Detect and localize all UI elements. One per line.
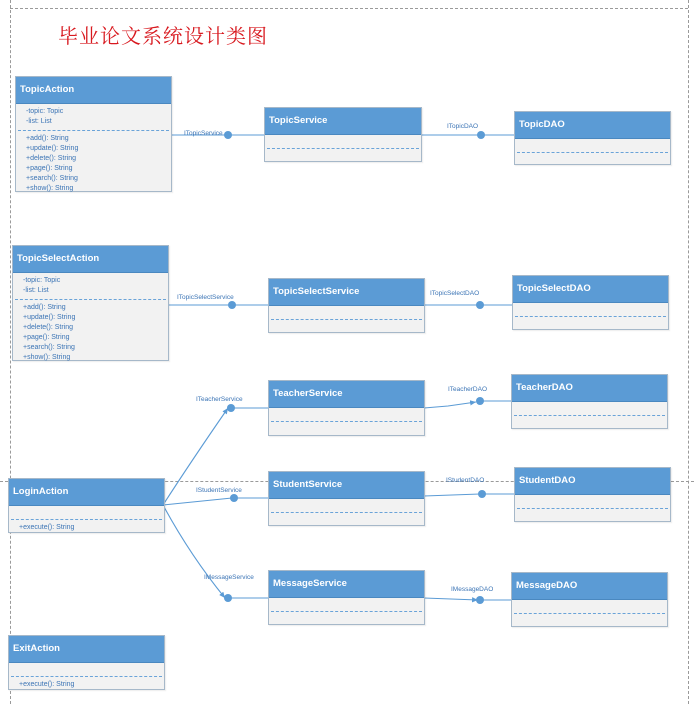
operation: +page(): String bbox=[23, 334, 70, 341]
itopic-service-lollipop bbox=[224, 131, 232, 139]
istudent-service-label: IStudentService bbox=[196, 487, 242, 494]
class-name: TopicDAO bbox=[515, 112, 670, 139]
iteacher-service-lollipop bbox=[227, 404, 235, 412]
istudent-dao-label: IStudentDAO bbox=[446, 477, 485, 484]
class-login-action[interactable] bbox=[8, 478, 165, 533]
compartment-divider bbox=[271, 421, 422, 422]
class-teacher-service[interactable] bbox=[268, 380, 425, 436]
class-name: TeacherService bbox=[269, 381, 424, 408]
class-name: LoginAction bbox=[9, 479, 164, 506]
compartment-divider bbox=[514, 613, 665, 614]
compartment-divider bbox=[18, 130, 169, 131]
compartment-divider bbox=[514, 415, 665, 416]
itopic-service-label: ITopicService bbox=[184, 130, 223, 137]
compartment-divider bbox=[517, 152, 668, 153]
operation: +update(): String bbox=[23, 314, 76, 321]
istudent-service-lollipop bbox=[230, 494, 238, 502]
operation: +delete(): String bbox=[26, 155, 76, 162]
imessage-service-label: IMessageService bbox=[204, 574, 254, 581]
operation: +search(): String bbox=[26, 175, 78, 182]
class-name: TopicAction bbox=[16, 77, 171, 104]
imessage-dao-label: IMessageDAO bbox=[451, 586, 494, 593]
message-service-to-imessage-dao bbox=[424, 598, 478, 600]
itopic-select-dao-lollipop bbox=[476, 301, 484, 309]
teacher-service-to-iteacher-dao bbox=[424, 402, 476, 408]
operation: +show(): String bbox=[23, 354, 71, 361]
class-topic-dao[interactable] bbox=[514, 111, 671, 165]
attribute: -topic: Topic bbox=[23, 277, 61, 284]
compartment-divider bbox=[11, 676, 162, 677]
itopic-dao-label: ITopicDAO bbox=[447, 123, 479, 130]
attribute: -topic: Topic bbox=[26, 108, 64, 115]
operation: +page(): String bbox=[26, 165, 73, 172]
class-student-service[interactable] bbox=[268, 471, 425, 526]
class-topic-select-dao[interactable] bbox=[512, 275, 669, 330]
class-topic-select-service[interactable] bbox=[268, 278, 425, 333]
itopic-select-service-label: ITopicSelectService bbox=[177, 294, 234, 301]
operation: +delete(): String bbox=[23, 324, 73, 331]
iteacher-dao-lollipop bbox=[476, 397, 484, 405]
compartment-divider bbox=[271, 611, 422, 612]
istudent-dao-lollipop bbox=[478, 490, 486, 498]
login-to-istudent-service bbox=[163, 498, 232, 505]
operation: +add(): String bbox=[23, 304, 66, 311]
attribute-list bbox=[16, 104, 171, 129]
class-name: StudentDAO bbox=[515, 468, 670, 495]
class-exit-action[interactable] bbox=[8, 635, 165, 690]
itopic-select-dao-label: ITopicSelectDAO bbox=[430, 290, 480, 297]
compartment-divider bbox=[271, 319, 422, 320]
class-topic-select-action[interactable] bbox=[12, 245, 169, 361]
operation-list bbox=[13, 301, 168, 365]
attribute-list bbox=[13, 273, 168, 298]
compartment-divider bbox=[517, 508, 668, 509]
iteacher-dao-label: ITeacherDAO bbox=[448, 386, 488, 393]
operation: +execute(): String bbox=[19, 681, 75, 688]
class-name: ExitAction bbox=[9, 636, 164, 663]
imessage-service-lollipop bbox=[224, 594, 232, 602]
class-name: StudentService bbox=[269, 472, 424, 499]
operation-list bbox=[16, 132, 171, 196]
operation: +search(): String bbox=[23, 344, 75, 351]
class-name: TeacherDAO bbox=[512, 375, 667, 402]
class-message-service[interactable] bbox=[268, 570, 425, 625]
class-name: MessageService bbox=[269, 571, 424, 598]
class-name: TopicService bbox=[265, 108, 421, 135]
class-message-dao[interactable] bbox=[511, 572, 668, 627]
compartment-divider bbox=[11, 519, 162, 520]
class-student-dao[interactable] bbox=[514, 467, 671, 522]
class-topic-service[interactable] bbox=[264, 107, 422, 162]
login-to-imessage-service bbox=[163, 505, 225, 598]
iteacher-service-label: ITeacherService bbox=[196, 396, 243, 403]
class-teacher-dao[interactable] bbox=[511, 374, 668, 429]
operation: +update(): String bbox=[26, 145, 79, 152]
attribute: -list: List bbox=[26, 118, 52, 125]
itopic-dao-lollipop bbox=[477, 131, 485, 139]
operation-list bbox=[9, 678, 164, 692]
operation: +execute(): String bbox=[19, 524, 75, 531]
class-name: TopicSelectAction bbox=[13, 246, 168, 273]
compartment-divider bbox=[271, 512, 422, 513]
compartment-divider bbox=[515, 316, 666, 317]
imessage-dao-lollipop bbox=[476, 596, 484, 604]
itopic-select-service-lollipop bbox=[228, 301, 236, 309]
compartment-divider bbox=[267, 148, 419, 149]
operation: +add(): String bbox=[26, 135, 69, 142]
diagram-title: 毕业论文系统设计类图 bbox=[58, 24, 268, 48]
class-name: MessageDAO bbox=[512, 573, 667, 600]
class-topic-action[interactable] bbox=[15, 76, 172, 192]
student-service-to-istudent-dao bbox=[424, 494, 480, 496]
operation-list bbox=[9, 521, 164, 535]
attribute: -list: List bbox=[23, 287, 49, 294]
operation: +show(): String bbox=[26, 185, 74, 192]
class-name: TopicSelectDAO bbox=[513, 276, 668, 303]
compartment-divider bbox=[15, 299, 166, 300]
class-name: TopicSelectService bbox=[269, 279, 424, 306]
